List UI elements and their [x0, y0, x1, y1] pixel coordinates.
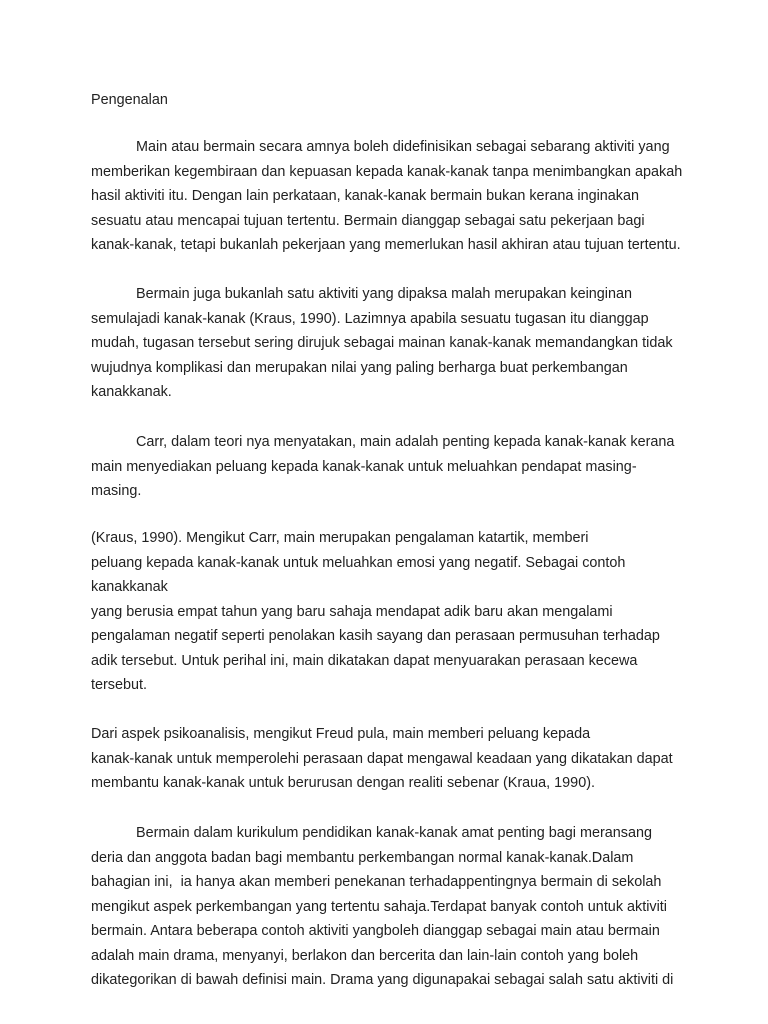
- text-line: kanak-kanak untuk memperolehi perasaan dapat mengawal keadaan yang dikatakan dapat: [91, 750, 673, 767]
- text-line: Bermain dalam kurikulum pendidikan kanak-kanak amat penting bagi meransang: [136, 825, 652, 841]
- text-line: bahagian ini, ia hanya akan memberi penekanan terhadappentingnya bermain di sekolah: [91, 874, 662, 890]
- text-line: peluang kepada kanak-kanak untuk meluahkan emosi yang negatif. Sebagai contoh: [91, 554, 626, 571]
- text-line: hasil aktiviti itu. Dengan lain perkataan, kanak-kanak bermain bukan kerana inginakan: [91, 188, 639, 204]
- text-line: memberikan kegembiraan dan kepuasan kepada kanak-kanak tanpa menimbangkan apakah: [91, 163, 683, 180]
- text-line: semulajadi kanak-kanak (Kraus, 1990). Lazimnya apabila sesuatu tugasan itu dianggap: [91, 310, 649, 327]
- text-line: mengikut aspek perkembangan yang tertentu sahaja.Terdapat banyak contoh untuk aktiviti: [91, 898, 667, 915]
- text-line: bermain. Antara beberapa contoh aktiviti yangboleh dianggap sebagai main atau bermain: [91, 923, 660, 939]
- text-line: tersebut.: [91, 677, 147, 693]
- text-line: Main atau bermain secara amnya boleh didefinisikan sebagai sebarang aktiviti yang: [136, 139, 670, 155]
- text-line: wujudnya komplikasi dan merupakan nilai yang paling berharga buat perkembangan: [91, 359, 628, 376]
- text-line: membantu kanak-kanak untuk berurusan dengan realiti sebenar (Kraua, 1990).: [91, 775, 595, 791]
- text-line: Carr, dalam teori nya menyatakan, main adalah penting kepada kanak-kanak kerana: [136, 434, 675, 450]
- paragraph-6: [91, 821, 673, 993]
- text-line: dikategorikan di bawah definisi main. Drama yang digunapakai sebagai salah satu aktiviti di: [91, 972, 674, 988]
- paragraph-3: [91, 430, 674, 504]
- text-line: sesuatu atau mencapai tujuan tertentu. Bermain dianggap sebagai satu pekerjaan bagi: [91, 212, 645, 229]
- text-line: pengalaman negatif seperti penolakan kasih sayang dan perasaan permusuhan terhadap: [91, 628, 660, 644]
- paragraph-4: [91, 526, 660, 698]
- text-line: masing.: [91, 483, 142, 499]
- paragraph-5: [91, 722, 673, 796]
- page-heading: Pengenalan: [91, 92, 168, 108]
- text-line: kanakkanak.: [91, 384, 172, 400]
- paragraph-1: [91, 135, 682, 258]
- text-line: main menyediakan peluang kepada kanak-kanak untuk meluahkan pendapat masing-: [91, 458, 637, 475]
- text-line: kanakkanak: [91, 579, 168, 595]
- text-line: Bermain juga bukanlah satu aktiviti yang dipaksa malah merupakan keinginan: [136, 286, 632, 302]
- text-line: adik tersebut. Untuk perihal ini, main dikatakan dapat menyuarakan perasaan kecewa: [91, 652, 638, 669]
- text-line: mudah, tugasan tersebut sering dirujuk sebagai mainan kanak-kanak memandangkan tidak: [91, 335, 673, 351]
- text-line: adalah main drama, menyanyi, berlakon dan bercerita dan lain-lain contoh yang boleh: [91, 947, 639, 964]
- text-line: yang berusia empat tahun yang baru sahaja mendapat adik baru akan mengalami: [91, 603, 613, 620]
- text-line: kanak-kanak, tetapi bukanlah pekerjaan yang memerlukan hasil akhiran atau tujuan tertentu.: [91, 237, 681, 253]
- paragraph-2: [91, 282, 673, 405]
- text-line: deria dan anggota badan bagi membantu perkembangan normal kanak-kanak.Dalam: [91, 849, 634, 866]
- text-line: (Kraus, 1990). Mengikut Carr, main merupakan pengalaman katartik, memberi: [91, 530, 589, 546]
- text-line: Dari aspek psikoanalisis, mengikut Freud pula, main memberi peluang kepada: [91, 726, 591, 742]
